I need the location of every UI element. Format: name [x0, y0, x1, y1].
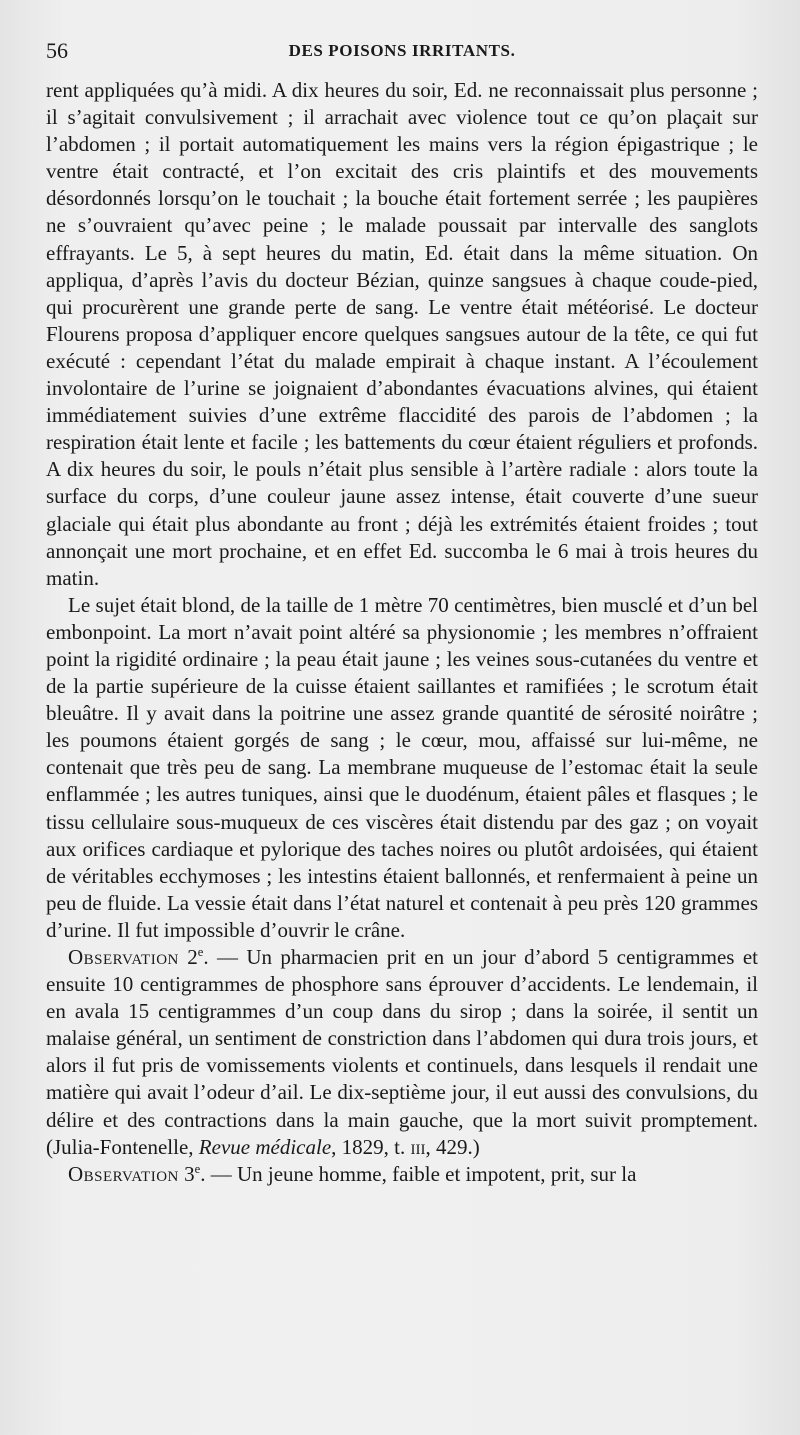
reference-part-b: , 429.): [425, 1134, 480, 1159]
reference-part-a: , 1829, t.: [331, 1134, 406, 1159]
body-text: [46, 77, 758, 1188]
observation-text: . — Un pharmacien prit en un jour d’abord 5 centigrammes et ensuite 10 centigrammes de phosphore sans éprouver d’accidents. Le lendemain, il en avala 15 centigrammes d’un coup dans du sirop ; dans la soirée, il sentit un malaise général, un sentiment de constriction dans l’abdomen qui dura trois jours, et alors il fut pris de vomissements violents et continuels, dans lesquels il rendait une matière qui avait l’odeur d’ail. Le dix-septième jour, il eut aussi des convulsions, du délire et des contractions dans la main gauche, que la mort suivit promptement. (Julia-Fontenelle,: [46, 945, 759, 1159]
observation-label: Observation: [68, 1161, 179, 1186]
running-title: DES POISONS IRRITANTS.: [288, 41, 516, 60]
page-header: [46, 38, 758, 68]
paragraph-observation-2: [46, 944, 758, 1161]
journal-title: Revue médicale: [198, 1134, 332, 1159]
volume-number: iii: [410, 1134, 426, 1159]
observation-number: 3: [184, 1161, 195, 1186]
observation-ordinal: e: [197, 945, 204, 959]
page-number: 56: [46, 38, 68, 63]
paragraph-continuation: rent appliquées qu’à midi. A dix heures du soir, Ed. ne reconnaissait plus personne ; il s’agitait convulsivement ; il arrachait avec violence tout ce qu’on plaçait sur l’abdomen ; il portait automatiquement les mains vers la région épigastrique ; le ventre était contracté, et l’on excitait des cris plaintifs et des mouvements désordonnés lorsqu’on le touchait ; la bouche était fortement serrée ; les paupières ne s’ouvraient qu’avec peine ; le malade poussait par intervalle des sanglots effrayants. Le 5, à sept heures du matin, Ed. était dans la même situation. On appliqua, d’après l’avis du docteur Bézian, quinze sangsues à chaque coude-pied, qui procurèrent une grande perte de sang. Le ventre était météorisé. Le docteur Flourens proposa d’appliquer encore quelques sangsues autour de la tête, ce qui fut exécuté : cependant l’état du malade empirait à chaque instant. A l’écoulement involontaire de l’urine se joignaient d’abondantes évacuations alvines, qui étaient immédiatement suivies d’une extrême flaccidité des parois de l’abdomen ; la respiration était lente et facile ; les battements du cœur étaient réguliers et profonds. A dix heures du soir, le pouls n’était plus sensible à l’artère radiale : alors toute la surface du corps, d’une couleur jaune assez intense, était couverte d’une sueur glaciale qui était plus abondante au front ; déjà les extrémités étaient froides ; tout annonçait une mort prochaine, et en effet Ed. succomba le 6 mai à trois heures du matin.: [46, 78, 758, 590]
observation-number: 2: [187, 945, 198, 969]
observation-text: . — Un jeune homme, faible et impotent, prit, sur la: [200, 1161, 637, 1186]
observation-label: Observation: [68, 945, 179, 969]
observation-ordinal: e: [194, 1161, 201, 1176]
paragraph-autopsy: Le sujet était blond, de la taille de 1 mètre 70 centimètres, bien musclé et d’un bel embonpoint. La mort n’avait point altéré sa physionomie ; les membres n’offraient point la rigidité ordinaire ; la peau était jaune ; les veines sous-cutanées du ventre et de la partie supérieure de la cuisse étaient saillantes et ramifiées ; le scrotum était bleuâtre. Il y avait dans la poitrine une assez grande quantité de sérosité noirâtre ; les poumons étaient gorgés de sang ; le cœur, mou, affaissé sur lui-même, ne contenait que très peu de sang. La membrane muqueuse de l’estomac était la seule enflammée ; les autres tuniques, ainsi que le duodénum, étaient pâles et flasques ; le tissu cellulaire sous-muqueux de ces viscères était distendu par des gaz ; on voyait aux orifices cardiaque et pylorique des taches noires ou plutôt ardoisées, qui étaient de véritables ecchymoses ; les intestins étaient ballonnés, et renfermaient à peine un peu de fluide. La vessie était dans l’état naturel et contenait à peu près 120 grammes d’urine. Il fut impossible d’ouvrir le crâne.: [46, 592, 758, 942]
paragraph-observation-3: [46, 1161, 758, 1188]
